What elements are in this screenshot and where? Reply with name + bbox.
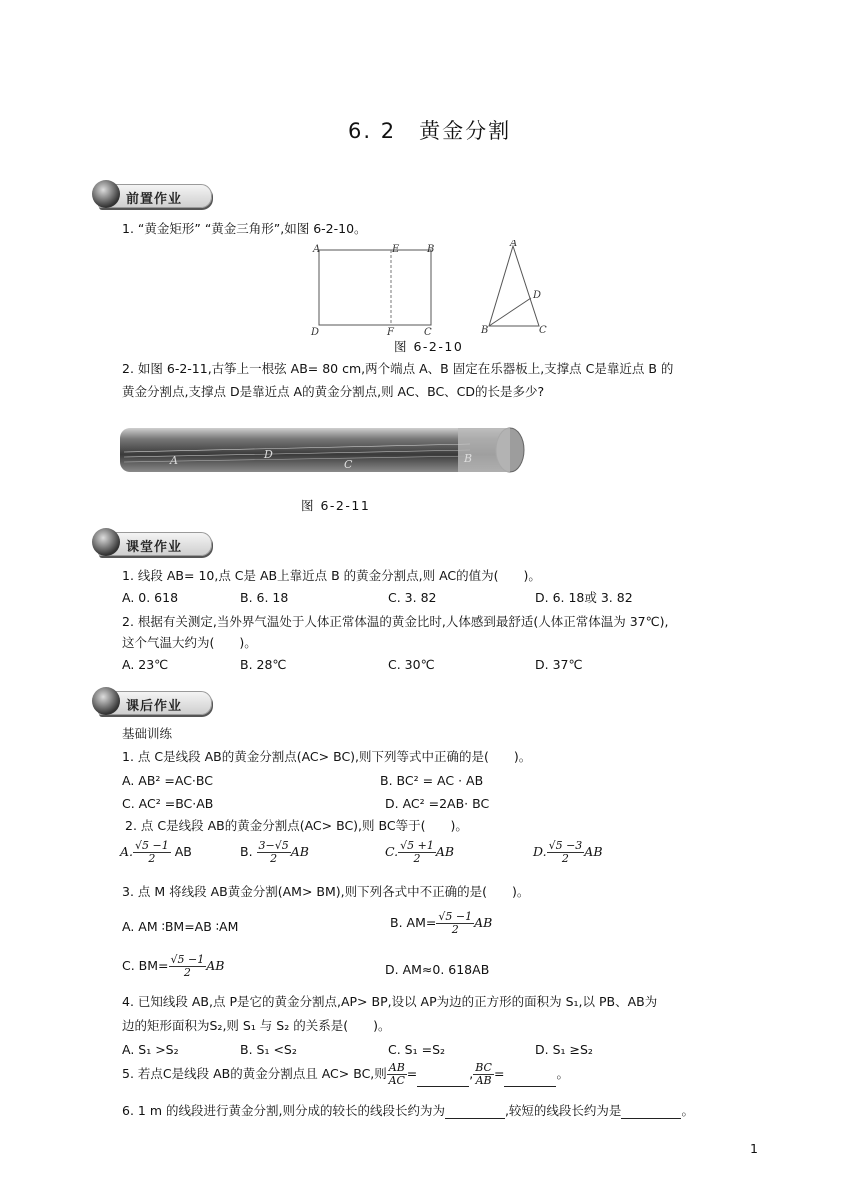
fig10-tri-A: A xyxy=(510,240,518,249)
answer-blank[interactable] xyxy=(504,1074,556,1087)
section-label: 前置作业 xyxy=(126,192,183,207)
hw-q1-opt-d: D. AC² =2AB· BC xyxy=(385,796,490,811)
homework-subtitle: 基础训练 xyxy=(122,726,173,741)
opt-suffix: AB xyxy=(206,958,225,973)
fig11-label-C: C xyxy=(344,458,353,471)
page-title: 6. 2 黄金分割 xyxy=(348,119,512,143)
section-label: 课后作业 xyxy=(126,699,183,714)
page-number: 1 xyxy=(750,1141,758,1156)
fig10-label-A: A xyxy=(313,244,321,255)
pre-q2-line2: 黄金分割点,支撑点 D是靠近点 A的黄金分割点,则 AC、BC、CD的长是多少? xyxy=(122,384,545,399)
class-q2-opt-d: D. 37℃ xyxy=(535,657,583,672)
hw-q1-opt-b: B. BC² = AC · AB xyxy=(380,773,484,788)
hw-q4-opt-a: A. S₁ >S₂ xyxy=(122,1042,179,1057)
class-q2-opt-b: B. 28℃ xyxy=(240,657,287,672)
hw-q2-opt-c xyxy=(385,840,454,865)
hw-q3-opt-d: D. AM≈0. 618AB xyxy=(385,962,490,977)
fraction: $\frac{3-√5}{2}$ xyxy=(258,839,289,865)
opt-suffix: AB xyxy=(290,844,309,859)
fig10-label-C: C xyxy=(424,327,432,338)
hw-q1-opt-c: C. AC² =BC·AB xyxy=(122,796,214,811)
hw-q1: 1. 点 C是线段 AB的黄金分割点(AC> BC),则下列等式中正确的是( )。 xyxy=(122,749,532,764)
opt-suffix: AB xyxy=(435,844,455,859)
class-q2-line2: 这个气温大约为( )。 xyxy=(122,635,257,650)
fig11-label-A: A xyxy=(170,454,178,467)
class-q1-opt-c: C. 3. 82 xyxy=(388,590,437,605)
fig10-tri-C: C xyxy=(539,325,547,336)
golden-triangle xyxy=(489,246,542,326)
hw-q2: 2. 点 C是线段 AB的黄金分割点(AC> BC),则 BC等于( )。 xyxy=(125,818,468,833)
q5-prefix: 5. 若点C是线段 AB的黄金分割点且 AC> BC,则 xyxy=(122,1066,387,1081)
figure-6-2-10 xyxy=(305,240,565,340)
figure-6-2-11 xyxy=(118,422,528,480)
section-badge-class xyxy=(92,528,210,556)
opt-suffix: AB xyxy=(174,844,192,859)
hw-q4-opt-d: D. S₁ ≥S₂ xyxy=(535,1042,593,1057)
class-q1-opt-d: D. 6. 18或 3. 82 xyxy=(535,590,633,605)
fraction: $\frac{√5 -1}{2}$ xyxy=(170,953,205,979)
hw-q3-opt-c xyxy=(122,954,224,979)
class-q1-opt-a: A. 0. 618 xyxy=(122,590,179,605)
fig11-label-D: D xyxy=(264,448,273,461)
class-q2-opt-c: C. 30℃ xyxy=(388,657,435,672)
section-badge-post xyxy=(92,687,210,715)
opt-prefix: B. xyxy=(240,844,253,859)
section-label: 课堂作业 xyxy=(126,540,183,555)
class-q1: 1. 线段 AB= 10,点 C是 AB上靠近点 B 的黄金分割点,则 AC的值为( )。 xyxy=(122,568,541,583)
class-q2-opt-a: A. 23℃ xyxy=(122,657,169,672)
opt-prefix: D. xyxy=(533,844,547,859)
hw-q3-opt-b xyxy=(390,911,492,936)
fig10-label-F: F xyxy=(387,327,394,338)
hw-q3-opt-a: A. AM ∶BM=AB ∶AM xyxy=(122,919,239,934)
fraction: $\frac{√5 -1}{2}$ xyxy=(135,839,169,865)
hw-q4-line2: 边的矩形面积为S₂,则 S₁ 与 S₂ 的关系是( )。 xyxy=(122,1018,391,1033)
opt-prefix: A. xyxy=(120,844,134,859)
class-q2-line1: 2. 根据有关测定,当外界气温处于人体正常体温的黄金比时,人体感到最舒适(人体正常体温为 37℃), xyxy=(122,614,669,629)
opt-suffix: AB xyxy=(584,844,603,859)
hw-q2-opt-d xyxy=(533,840,603,865)
opt-suffix: AB xyxy=(474,915,493,930)
fig10-label-D: D xyxy=(311,327,320,338)
fig11-label-B: B xyxy=(464,452,473,465)
hw-q4-opt-c: C. S₁ =S₂ xyxy=(388,1042,446,1057)
answer-blank[interactable] xyxy=(621,1106,681,1119)
runner-icon xyxy=(92,687,120,715)
pre-q2-line1: 2. 如图 6-2-11,古筝上一根弦 AB= 80 cm,两个端点 A、B 固定在乐器板上,支撑点 C是靠近点 B 的 xyxy=(122,361,674,376)
q6-part-a: 6. 1 m 的线段进行黄金分割,则分成的较长的线段长约为为 xyxy=(122,1103,445,1118)
hw-q4-opt-b: B. S₁ <S₂ xyxy=(240,1042,297,1057)
hw-q5: 5. 若点C是线段 AB的黄金分割点且 AC> BC,则 $\frac{AB}{AC}$ = , $\frac{BC}{AB}$ = 。 xyxy=(122,1061,569,1087)
pen-icon xyxy=(92,180,120,208)
fraction-bc-ab: $\frac{BC}{AB}$ xyxy=(475,1061,492,1087)
fig11-caption: 图 6-2-11 xyxy=(301,498,371,513)
hw-q1-opt-a: A. AB² =AC·BC xyxy=(122,773,213,788)
opt-prefix: C. xyxy=(385,844,399,859)
fraction: $\frac{√5 -1}{2}$ xyxy=(438,910,473,936)
fraction: $\frac{√5 -3}{2}$ xyxy=(548,839,583,865)
fraction-ab-ac: $\frac{AB}{AC}$ xyxy=(388,1061,405,1087)
fig10-tri-B: B xyxy=(481,325,489,336)
fig10-caption: 图 6-2-10 xyxy=(394,339,464,354)
fig10-tri-D: D xyxy=(533,290,542,301)
answer-blank[interactable] xyxy=(445,1106,505,1119)
fraction: $\frac{√5 +1}{2}$ xyxy=(400,839,434,865)
play-icon xyxy=(92,528,120,556)
answer-blank[interactable] xyxy=(417,1074,469,1087)
hw-q2-opt-a xyxy=(120,840,192,865)
hw-q4-line1: 4. 已知线段 AB,点 P是它的黄金分割点,AP> BP,设以 AP为边的正方形的面积为 S₁,以 PB、AB为 xyxy=(122,994,658,1009)
hw-q2-opt-b xyxy=(240,840,309,865)
triangle-bisector xyxy=(489,298,531,326)
golden-rectangle xyxy=(319,250,431,325)
hw-q3: 3. 点 M 将线段 AB黄金分割(AM> BM),则下列各式中不正确的是( )。 xyxy=(122,884,530,899)
pre-q1: 1. “黄金矩形” “黄金三角形”,如图 6-2-10。 xyxy=(122,221,367,236)
opt-prefix: B. AM= xyxy=(390,915,437,930)
q6-part-b: ,较短的线段长约为是 xyxy=(504,1103,622,1118)
section-badge-pre xyxy=(92,180,210,208)
hw-q6: 6. 1 m 的线段进行黄金分割,则分成的较长的线段长约为为 ,较短的线段长约为是 。 xyxy=(122,1103,694,1118)
class-q1-opt-b: B. 6. 18 xyxy=(240,590,289,605)
fig10-label-B: B xyxy=(427,244,435,255)
opt-prefix: C. BM= xyxy=(122,958,169,973)
fig10-label-E: E xyxy=(392,244,400,255)
